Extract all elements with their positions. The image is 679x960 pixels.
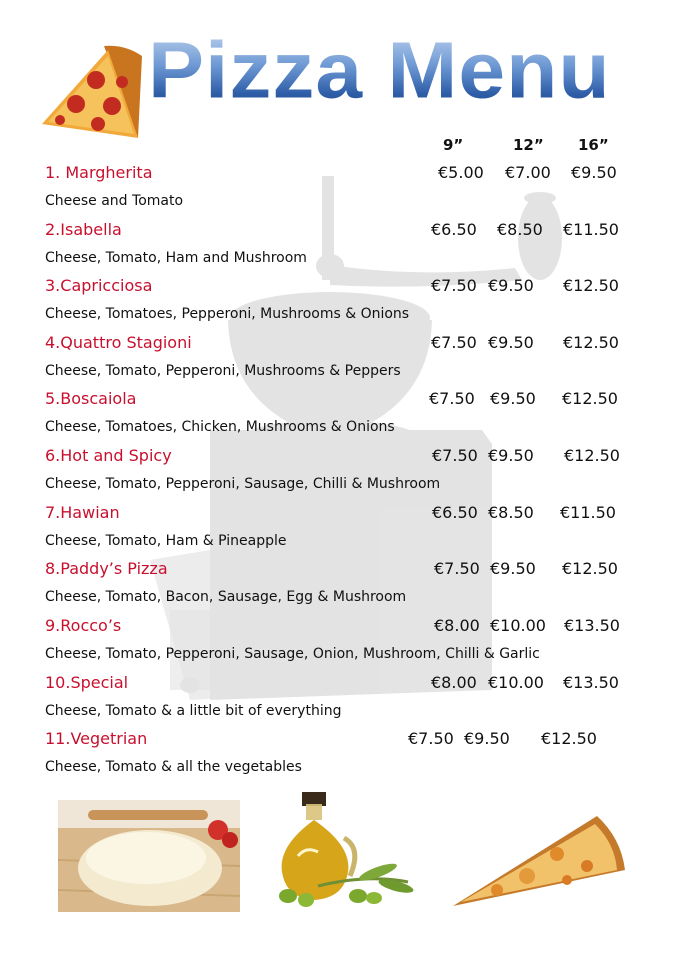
page-title: Pizza Menu — [148, 25, 611, 115]
menu-item-name: 2.Isabella — [45, 220, 122, 239]
menu-item-description: Cheese, Tomato, Pepperoni, Sausage, Chilli & Mushroom — [45, 476, 441, 492]
menu-item-description: Cheese, Tomato, Bacon, Sausage, Egg & Mushroom — [45, 589, 407, 605]
price-12: €8.50 — [497, 220, 543, 239]
price-9: €7.50 — [429, 389, 475, 408]
menu-item-description: Cheese and Tomato — [45, 193, 184, 209]
price-9: €7.50 — [408, 729, 454, 748]
menu-item-description: Cheese, Tomato, Pepperoni, Sausage, Onion, Mushroom, Chilli & Garlic — [45, 646, 540, 662]
price-9: €5.00 — [438, 163, 484, 182]
menu-item-name: 1. Margherita — [45, 163, 153, 182]
menu-item-description: Cheese, Tomatoes, Chicken, Mushrooms & Onions — [45, 419, 395, 435]
price-12: €9.50 — [488, 276, 534, 295]
price-16: €13.50 — [564, 616, 620, 635]
menu-item-name: 11.Vegetrian — [45, 729, 148, 748]
price-12: €9.50 — [490, 559, 536, 578]
olive-oil-jar-photo — [258, 786, 416, 910]
menu-item-name: 3.Capricciosa — [45, 276, 153, 295]
price-9: €6.50 — [432, 503, 478, 522]
price-16: €11.50 — [560, 503, 616, 522]
price-16: €9.50 — [571, 163, 617, 182]
price-12: €8.50 — [488, 503, 534, 522]
price-9: €7.50 — [434, 559, 480, 578]
menu-item-name: 8.Paddy’s Pizza — [45, 559, 168, 578]
price-9: €7.50 — [432, 446, 478, 465]
menu-item-description: Cheese, Tomato & all the vegetables — [45, 759, 302, 775]
price-16: €12.50 — [563, 276, 619, 295]
menu-item-name: 7.Hawian — [45, 503, 120, 522]
price-16: €13.50 — [563, 673, 619, 692]
price-16: €12.50 — [562, 559, 618, 578]
price-9: €7.50 — [431, 333, 477, 352]
size-header-12: 12” — [513, 136, 544, 154]
price-12: €10.00 — [490, 616, 546, 635]
pizza-slice-icon — [38, 42, 144, 142]
price-16: €11.50 — [563, 220, 619, 239]
menu-item-name: 4.Quattro Stagioni — [45, 333, 192, 352]
menu-item-name: 5.Boscaiola — [45, 389, 137, 408]
menu-item-name: 9.Rocco’s — [45, 616, 122, 635]
price-12: €9.50 — [464, 729, 510, 748]
price-16: €12.50 — [564, 446, 620, 465]
price-12: €10.00 — [488, 673, 544, 692]
menu-item-description: Cheese, Tomato, Pepperoni, Mushrooms & Peppers — [45, 363, 401, 379]
price-12: €9.50 — [488, 333, 534, 352]
price-12: €9.50 — [488, 446, 534, 465]
menu-item-name: 10.Special — [45, 673, 129, 692]
menu-item-description: Cheese, Tomato & a little bit of everything — [45, 703, 342, 719]
price-16: €12.50 — [563, 333, 619, 352]
pizza-dough-photo — [58, 800, 240, 912]
price-9: €6.50 — [431, 220, 477, 239]
menu-item-description: Cheese, Tomatoes, Pepperoni, Mushrooms & Onions — [45, 306, 410, 322]
price-9: €8.00 — [431, 673, 477, 692]
size-header-9: 9” — [443, 136, 464, 154]
menu-item-description: Cheese, Tomato, Ham and Mushroom — [45, 250, 307, 266]
menu-item-description: Cheese, Tomato, Ham & Pineapple — [45, 533, 287, 549]
cheese-pizza-slice-photo — [447, 810, 627, 912]
menu-item-name: 6.Hot and Spicy — [45, 446, 172, 465]
price-9: €7.50 — [431, 276, 477, 295]
price-16: €12.50 — [562, 389, 618, 408]
price-16: €12.50 — [541, 729, 597, 748]
size-header-16: 16” — [578, 136, 609, 154]
price-9: €8.00 — [434, 616, 480, 635]
price-12: €7.00 — [505, 163, 551, 182]
price-12: €9.50 — [490, 389, 536, 408]
